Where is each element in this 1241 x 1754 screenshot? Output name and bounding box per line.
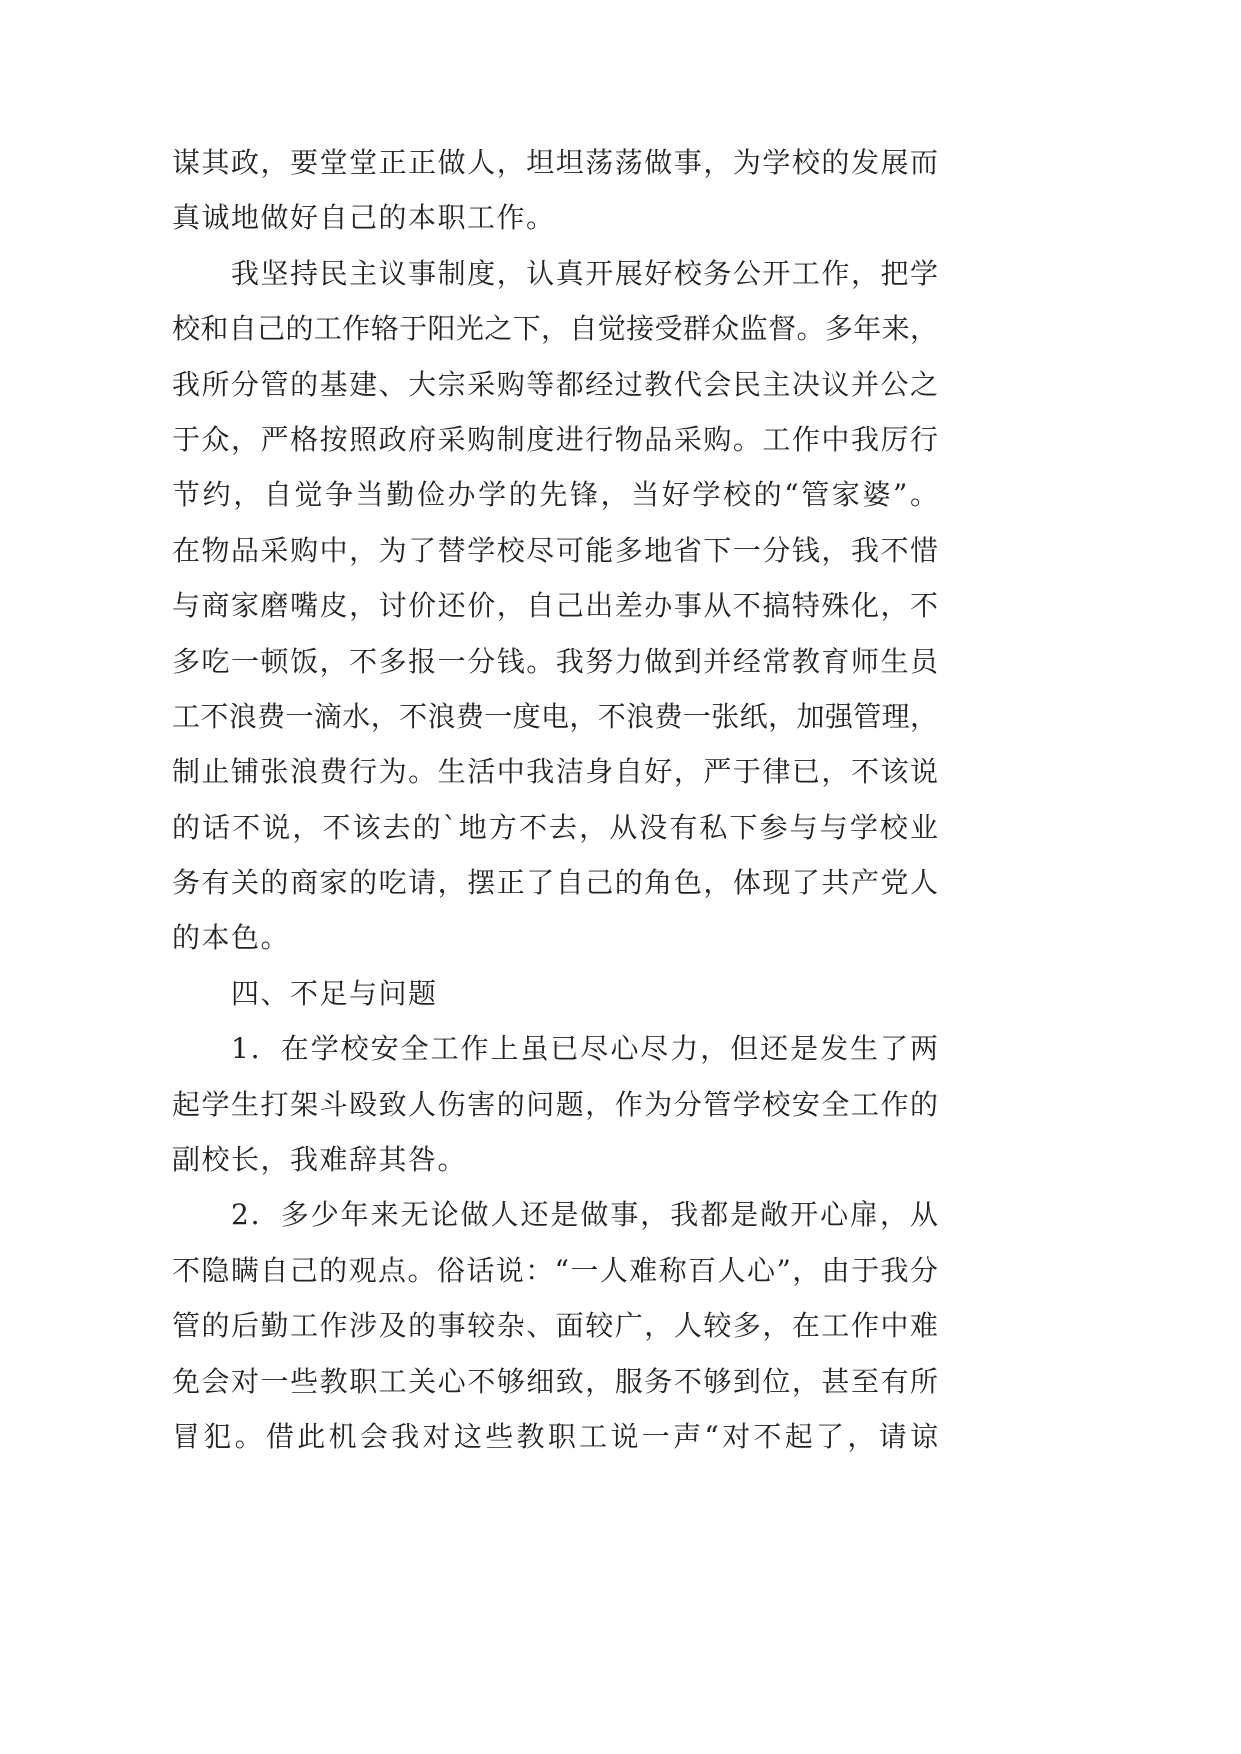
issue-item-2 bbox=[172, 1187, 942, 1464]
issue-item-1 bbox=[172, 1021, 938, 1187]
text-line: 工不浪费一滴水，不浪费一度电，不浪费一张纸，加强管理， bbox=[172, 699, 939, 733]
text-line: 管的后勤工作涉及的事较杂、面较广，人较多，在工作中难 bbox=[172, 1309, 940, 1343]
paragraph-integrity bbox=[172, 246, 941, 966]
text-line: 多吃一顿饭，不多报一分钱。我努力做到并经常教育师生员 bbox=[172, 644, 940, 678]
text-line: 起学生打架斗殴致人伤害的问题，作为分管学校安全工作的 bbox=[172, 1087, 940, 1121]
text-line: 冒犯。借此机会我对这些教职工说一声“对不起了，请谅 bbox=[172, 1419, 942, 1453]
text-line: 与商家磨嘴皮，讨价还价，自己出差办事从不搞特殊化，不 bbox=[172, 589, 940, 623]
text-line: 谋其政，要堂堂正正做人，坦坦荡荡做事，为学校的发展而 bbox=[172, 146, 940, 179]
text-line: 于众，严格按照政府采购制度进行物品采购。工作中我厉行 bbox=[172, 422, 940, 456]
text-line: 我所分管的基建、大宗采购等都经过教代会民主决议并公之 bbox=[172, 367, 940, 401]
text-line: 的话不说，不该去的`地方不去，从没有私下参与与学校业 bbox=[172, 810, 941, 844]
text-line: 2．多少年来无论做人还是做事，我都是敞开心扉，从 bbox=[231, 1198, 940, 1232]
text-line: 务有关的商家的吃请，摆正了自己的角色，体现了共产党人 bbox=[172, 866, 940, 900]
text-line: 1．在学校安全工作上虽已尽心尽力，但还是发生了两 bbox=[231, 1032, 940, 1066]
text-line: 节约，自觉争当勤俭办学的先锋，当好学校的“管家婆”。 bbox=[172, 478, 941, 512]
text-line: 在物品采购中，为了替学校尽可能多地省下一分钱，我不惜 bbox=[172, 533, 940, 567]
text-line: 的本色。 bbox=[172, 921, 291, 955]
section-heading bbox=[172, 966, 938, 1021]
text-line: 不隐瞒自己的观点。俗话说：“一人难称百人心”，由于我分 bbox=[172, 1253, 940, 1287]
body-text bbox=[172, 135, 942, 1464]
text-line: 副校长，我难辞其咎。 bbox=[172, 1143, 468, 1177]
text-line: 制止铺张浪费行为。生活中我洁身自好，严于律已，不该说 bbox=[172, 755, 940, 789]
section-heading-text: 四、不足与问题 bbox=[231, 976, 438, 1010]
text-line: 我坚持民主议事制度，认真开展好校务公开工作，把学 bbox=[231, 256, 940, 290]
text-line: 真诚地做好自己的本职工作。 bbox=[172, 201, 556, 235]
text-line: 免会对一些教职工关心不够细致，服务不够到位，甚至有所 bbox=[172, 1364, 940, 1398]
paragraph-continued bbox=[172, 135, 938, 246]
text-line: 校和自己的工作辂于阳光之下，自觉接受群众监督。多年来， bbox=[172, 312, 939, 346]
